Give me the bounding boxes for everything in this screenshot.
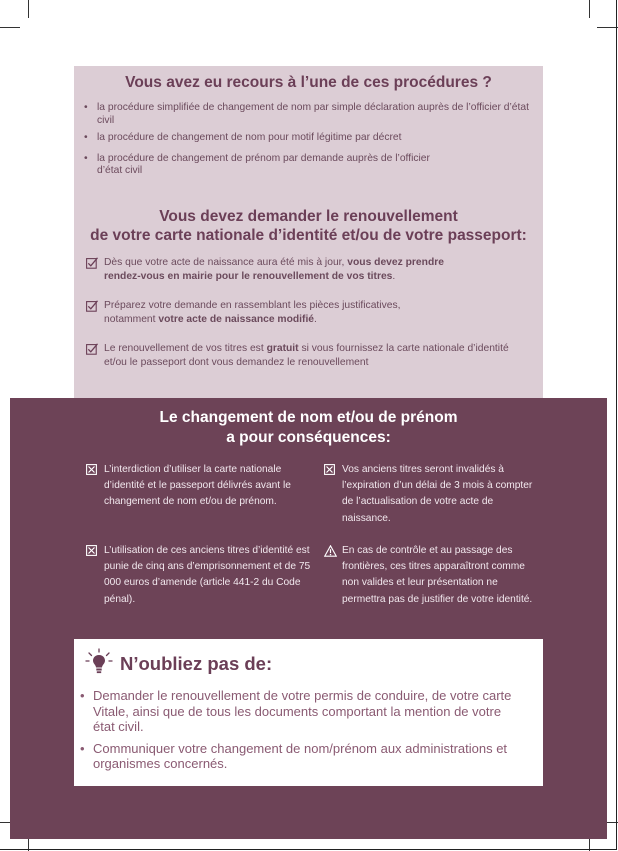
- reminder-box: [74, 639, 543, 786]
- consequence-item: [324, 462, 534, 527]
- renewal-text: Le renouvellement de vos titres est: [104, 343, 267, 354]
- procedure-text: la procédure de changement de nom pour motif légitime par décret: [97, 132, 402, 143]
- reminder-text: Demander le renouvellement de votre permis de conduire, de votre carte Vitale, ainsi que de tous les documents comportant la mention de votre état civil.: [93, 688, 512, 735]
- renewal-emphasis: vous devez prendre rendez-vous en mairie pour le renouvellement de vos titres: [104, 257, 444, 282]
- consequence-item: [86, 543, 318, 608]
- consequences-panel: [10, 398, 607, 839]
- renewal-text: Dès que votre acte de naissance aura été mis à jour,: [104, 257, 348, 268]
- reminder-text: Communiquer votre changement de nom/prénom aux administrations et organismes concernés.: [93, 740, 508, 772]
- renewal-text: .: [392, 270, 396, 282]
- consequence-text: L’utilisation de ces anciens titres d’identité est punie de cinq ans d’emprisonnement et de 75 000 euros d’amende (article 441-2 du Code pénal).: [104, 545, 311, 605]
- procedure-text: la procédure simplifiée de changement de nom par simple déclaration auprès de l’officier d’état civil: [97, 102, 529, 126]
- procedures-title: Vous avez eu recours à l’une de ces procédures ?: [125, 74, 492, 91]
- bullet-icon: •: [80, 740, 85, 756]
- bullet-icon: •: [84, 102, 88, 113]
- renewal-title-line2: de votre carte nationale d’identité et/ou de votre passeport:: [90, 227, 527, 244]
- renewal-emphasis: gratuit: [266, 343, 299, 354]
- consequences-title-line2: a pour conséquences:: [226, 429, 391, 446]
- consequences-title: [10, 408, 607, 448]
- warning-icon: [324, 545, 337, 557]
- bullet-icon: •: [80, 688, 85, 703]
- renewal-emphasis: votre acte de naissance modifié: [158, 313, 315, 325]
- reminder-list: [80, 688, 535, 778]
- procedure-text: la procédure de changement de prénom par demande auprès de l’officier d’état civil: [97, 152, 430, 176]
- procedures-list: [84, 102, 534, 188]
- procedures-panel: [74, 66, 543, 398]
- renewal-text: si vous fournissez la carte nationale d’identité et/ou le passeport dont vous demandez le renouvellement: [104, 343, 509, 368]
- consequence-item: [86, 462, 306, 511]
- bullet-icon: •: [84, 132, 88, 143]
- consequence-text: L’interdiction d’utiliser la carte nationale d’identité et le passeport délivrés avant le changement de nom et/ou de prénom.: [104, 464, 291, 508]
- renewal-title-line1: Vous devez demander le renouvellement: [159, 208, 458, 225]
- bullet-icon: •: [84, 152, 88, 164]
- reminder-title: N’oubliez pas de:: [120, 653, 273, 674]
- renewal-text: .: [314, 313, 317, 325]
- list-item: [86, 342, 531, 369]
- consequence-item: [324, 543, 534, 608]
- crossed-box-icon: [86, 545, 97, 556]
- checked-box-icon: [86, 257, 98, 269]
- renewal-title: [74, 207, 543, 245]
- list-item: [86, 256, 531, 283]
- checked-box-icon: [86, 300, 98, 312]
- list-item: [84, 102, 534, 127]
- list-item: [80, 688, 535, 735]
- checked-box-icon: [86, 343, 98, 355]
- list-item: [86, 299, 531, 326]
- consequences-title-line1: Le changement de nom et/ou de prénom: [159, 409, 458, 426]
- list-item: [80, 741, 535, 772]
- lightbulb-icon: [84, 648, 114, 676]
- renewal-list: [86, 256, 531, 385]
- consequence-text: Vos anciens titres seront invalidés à l’expiration d’un délai de 3 mois à compter de l’actualisation de votre acte de naissance.: [342, 464, 533, 524]
- crossed-box-icon: [86, 464, 97, 475]
- list-item: [84, 132, 534, 145]
- crossed-box-icon: [324, 464, 335, 475]
- list-item: [84, 153, 534, 178]
- renewal-text: Préparez votre demande en rassemblant les pièces justificatives, notamment: [104, 300, 401, 325]
- consequence-text: En cas de contrôle et au passage des frontières, ces titres apparaîtront comme non valides et leur présentation ne permettra pas de justifier de votre identité.: [342, 545, 533, 605]
